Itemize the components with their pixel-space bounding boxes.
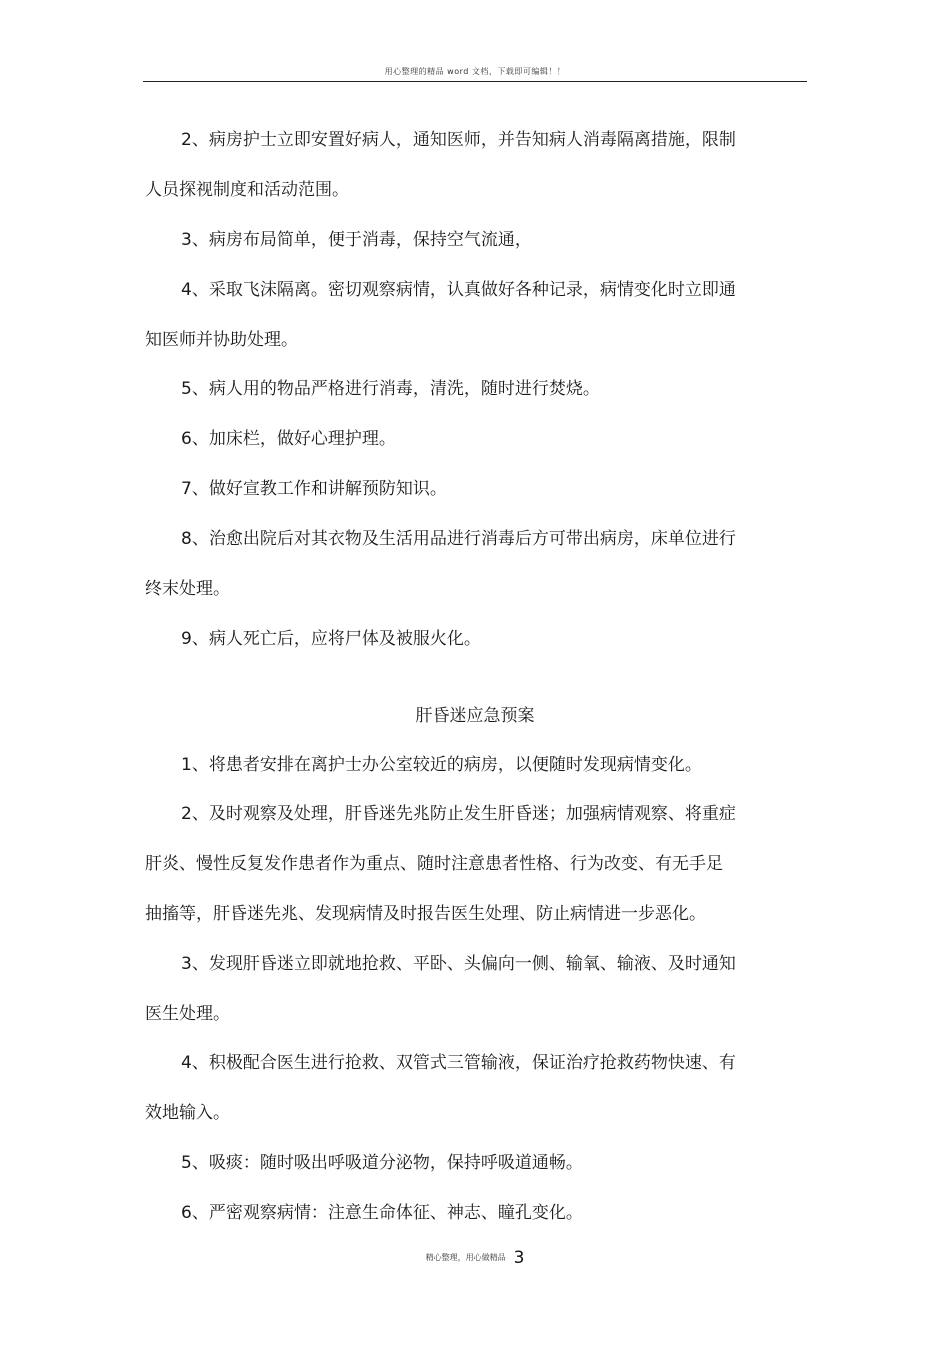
paragraph-line: 4、采取飞沫隔离。密切观察病情，认真做好各种记录，病情变化时立即通 xyxy=(181,280,736,300)
page-number: 3 xyxy=(513,1248,525,1268)
paragraph-line: 肝炎、慢性反复发作患者作为重点、随时注意患者性格、行为改变、有无手足 xyxy=(145,854,723,874)
paragraph-line: 知医师并协助处理。 xyxy=(145,330,298,350)
paragraph-line: 医生处理。 xyxy=(145,1004,230,1024)
paragraph-line: 终末处理。 xyxy=(145,579,230,599)
header-divider xyxy=(143,81,807,82)
paragraph-line: 3、发现肝昏迷立即就地抢救、平卧、头偏向一侧、输氧、输液、及时通知 xyxy=(181,954,736,974)
paragraph-line: 人员探视制度和活动范围。 xyxy=(145,180,349,200)
paragraph-line: 6、严密观察病情：注意生命体征、神志、瞳孔变化。 xyxy=(181,1203,583,1223)
paragraph-line: 2、病房护士立即安置好病人，通知医师，并告知病人消毒隔离措施，限制 xyxy=(181,130,736,150)
page-header: 用心整理的精品 word 文档，下载即可编辑！！ xyxy=(384,67,566,76)
paragraph-line: 效地输入。 xyxy=(145,1103,230,1123)
paragraph-line: 抽搐等，肝昏迷先兆、发现病情及时报告医生处理、防止病情进一步恶化。 xyxy=(145,904,706,924)
section-title: 肝昏迷应急预案 xyxy=(415,706,535,726)
paragraph-line: 5、吸痰：随时吸出呼吸道分泌物，保持呼吸道通畅。 xyxy=(181,1153,583,1173)
footer-text: 精心整理，用心做精品 xyxy=(425,1253,506,1262)
paragraph-line: 2、及时观察及处理，肝昏迷先兆防止发生肝昏迷；加强病情观察、将重症 xyxy=(181,804,736,824)
paragraph-line: 7、做好宣教工作和讲解预防知识。 xyxy=(181,479,447,499)
paragraph-line: 1、将患者安排在离护士办公室较近的病房，以便随时发现病情变化。 xyxy=(181,755,702,775)
paragraph-line: 8、治愈出院后对其衣物及生活用品进行消毒后方可带出病房，床单位进行 xyxy=(181,529,736,549)
paragraph-line: 5、病人用的物品严格进行消毒，清洗，随时进行焚烧。 xyxy=(181,379,600,399)
page-footer xyxy=(0,1248,950,1268)
paragraph-line: 9、病人死亡后，应将尸体及被服火化。 xyxy=(181,629,481,649)
paragraph-line: 4、积极配合医生进行抢救、双管式三管输液，保证治疗抢救药物快速、有 xyxy=(181,1053,736,1073)
paragraph-line: 3、病房布局简单，便于消毒，保持空气流通， xyxy=(181,230,532,250)
paragraph-line: 6、加床栏，做好心理护理。 xyxy=(181,429,396,449)
